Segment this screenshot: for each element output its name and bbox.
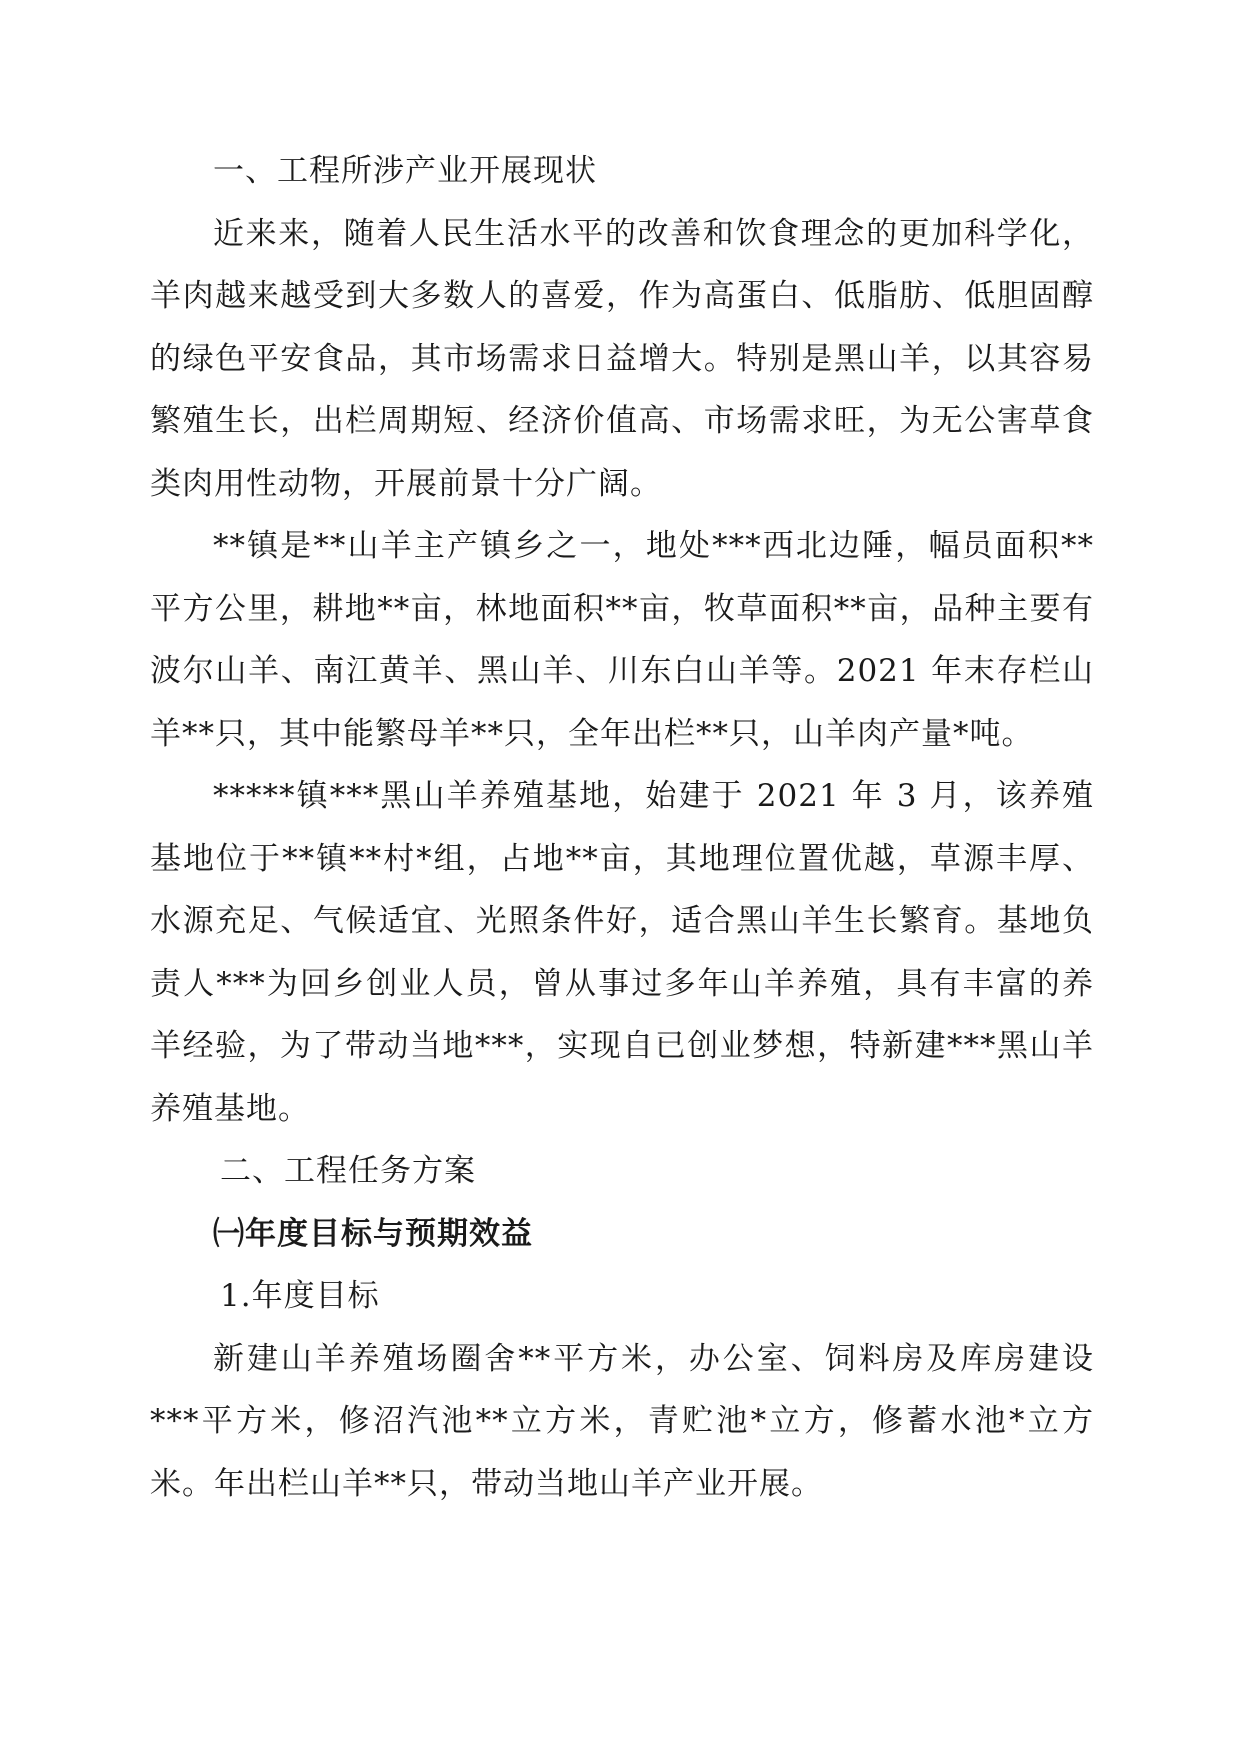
document-body — [150, 140, 1094, 1515]
paragraph-annual-target: 新建山羊养殖场圈舍**平方米，办公室、饲料房及库房建设***平方米，修沼汽池**立方米，青贮池*立方，修蓄水池*立方米。年出栏山羊**只，带动当地山羊产业开展。 — [150, 1340, 1094, 1502]
paragraph-industry-status: 近来来，随着人民生活水平的改善和饮食理念的更加科学化，羊肉越来越受到大多数人的喜爱，作为高蛋白、低脂肪、低胆固醇的绿色平安食品，其市场需求日益增大。特别是黑山羊，以其容易繁殖生长，出栏周期短、经济价值高、市场需求旺，为无公害草食类肉用性动物，开展前景十分广阔。 — [150, 215, 1094, 502]
subsection-heading-annual-goals: ㈠年度目标与预期效益 — [213, 1215, 533, 1252]
section-heading-1: 一、工程所涉产业开展现状 — [213, 153, 597, 189]
section-heading-2: 二、工程任务方案 — [220, 1153, 476, 1189]
paragraph-base-introduction: *****镇***黑山羊养殖基地，始建于 2021 年 3 月，该养殖基地位于**镇**村*组，占地**亩，其地理位置优越，草源丰厚、水源充足、气候适宜、光照条件好，适合黑山羊生长繁育。基地负责人***为回乡创业人员，曾从事过多年山羊养殖，具有丰富的养羊经验，为了带动当地***，实现自已创业梦想，特新建***黑山羊养殖基地。 — [150, 778, 1094, 1127]
paragraph-town-overview: **镇是**山羊主产镇乡之一，地处***西北边陲，幅员面积**平方公里，耕地**亩，林地面积**亩，牧草面积**亩，品种主要有波尔山羊、南江黄羊、黑山羊、川东白山羊等。2021 年末存栏山羊**只，其中能繁母羊**只，全年出栏**只，山羊肉产量*吨。 — [150, 528, 1094, 752]
item-label-annual-target: 1.年度目标 — [220, 1278, 380, 1314]
